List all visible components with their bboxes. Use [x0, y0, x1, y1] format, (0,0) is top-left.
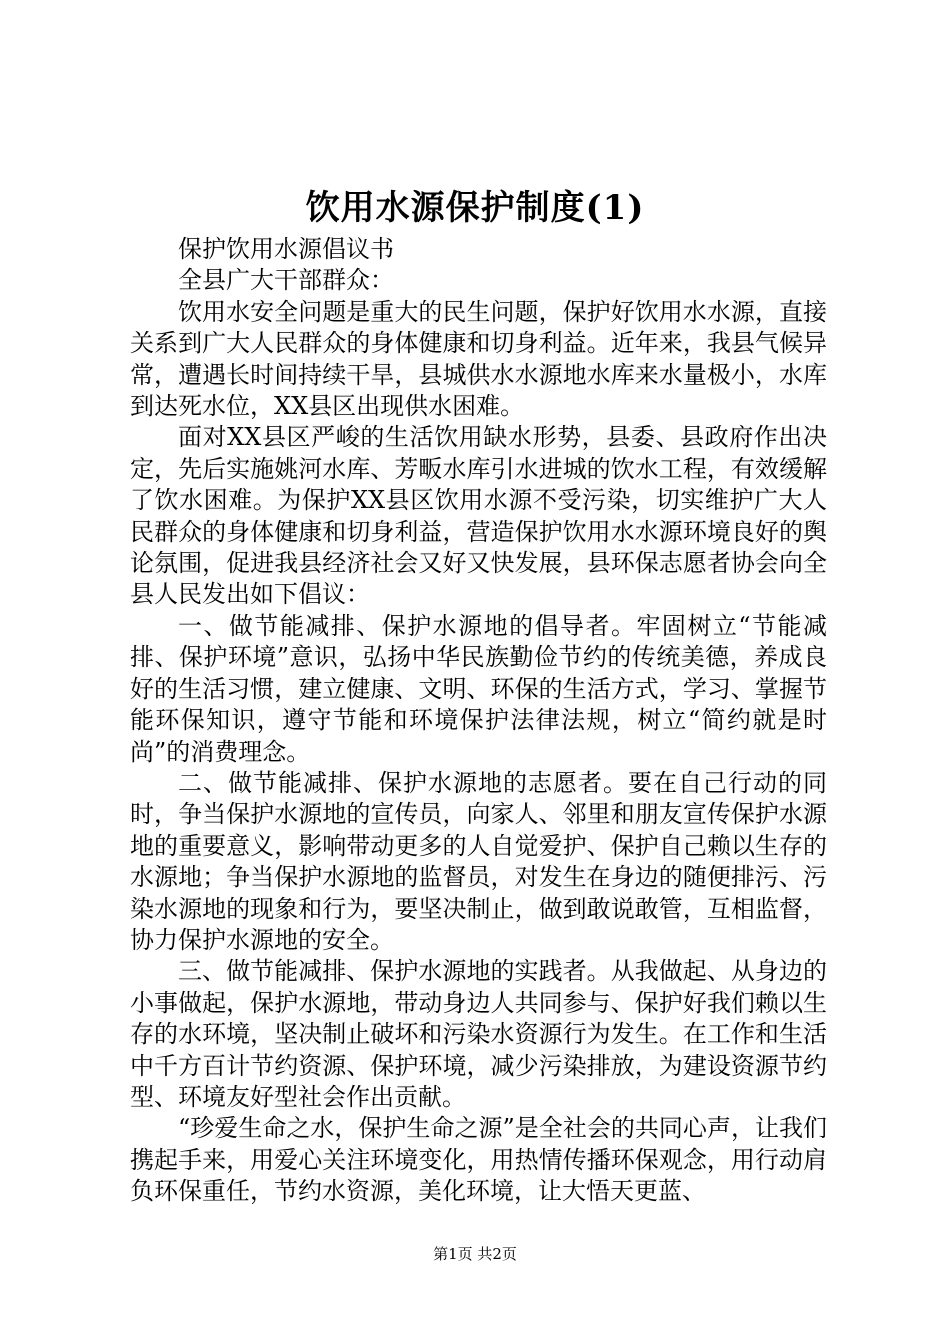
paragraph: 二、做节能减排、保护水源地的志愿者。要在自己行动的同时，争当保护水源地的宣传员，向家人、邻里和朋友宣传保护水源地的重要意义，影响带动更多的人自觉爱护、保护自己赖以生存的水源地；争当保护水源地的监督员，对发生在身边的随便排污、污染水源地的现象和行为，要坚决制止，做到敢说敢管，互相监督，协力保护水源地的安全。 [130, 768, 827, 954]
page-footer: 第1页 共2页 [433, 1245, 517, 1263]
document-title: 饮用水源保护制度(1) [305, 188, 645, 228]
paragraph: 饮用水安全问题是重大的民生问题，保护好饮用水水源，直接关系到广大人民群众的身体健康和切身利益。近年来，我县气候异常，遭遇长时间持续干旱，县城供水水源地水库来水量极小，水库到达死水位，XX县区出现供水困难。 [130, 297, 827, 421]
paragraph-heading: 保护饮用水源倡议书 [178, 235, 394, 263]
paragraph: “珍爱生命之水，保护生命之源”是全社会的共同心声，让我们携起手来，用爱心关注环境变化，用热情传播环保观念，用行动肩负环保重任，节约水资源，美化环境，让大悟天更蓝、 [130, 1114, 827, 1206]
document-body [130, 234, 827, 1208]
paragraph: 面对XX县区严峻的生活饮用缺水形势，县委、县政府作出决定，先后实施姚河水库、芳畈水库引水进城的饮水工程，有效缓解了饮水困难。为保护XX县区饮用水源不受污染，切实维护广大人民群众的身体健康和切身利益，营造保护饮用水水源环境良好的舆论氛围，促进我县经济社会又好又快发展，县环保志愿者协会向全县人民发出如下倡议： [130, 423, 827, 609]
paragraph: 一、做节能减排、保护水源地的倡导者。牢固树立“节能减排、保护环境”意识，弘扬中华民族勤俭节约的传统美德，养成良好的生活习惯，建立健康、文明、环保的生活方式，学习、掌握节能环保知识，遵守节能和环境保护法律法规，树立“简约就是时尚”的消费理念。 [130, 611, 827, 766]
paragraph-salutation: 全县广大干部群众： [178, 266, 394, 295]
paragraph: 三、做节能减排、保护水源地的实践者。从我做起、从身边的小事做起，保护水源地，带动身边人共同参与、保护好我们赖以生存的水环境，坚决制止破坏和污染水资源行为发生。在工作和生活中千方百计节约资源、保护环境，减少污染排放，为建设资源节约型、环境友好型社会作出贡献。 [130, 957, 827, 1111]
